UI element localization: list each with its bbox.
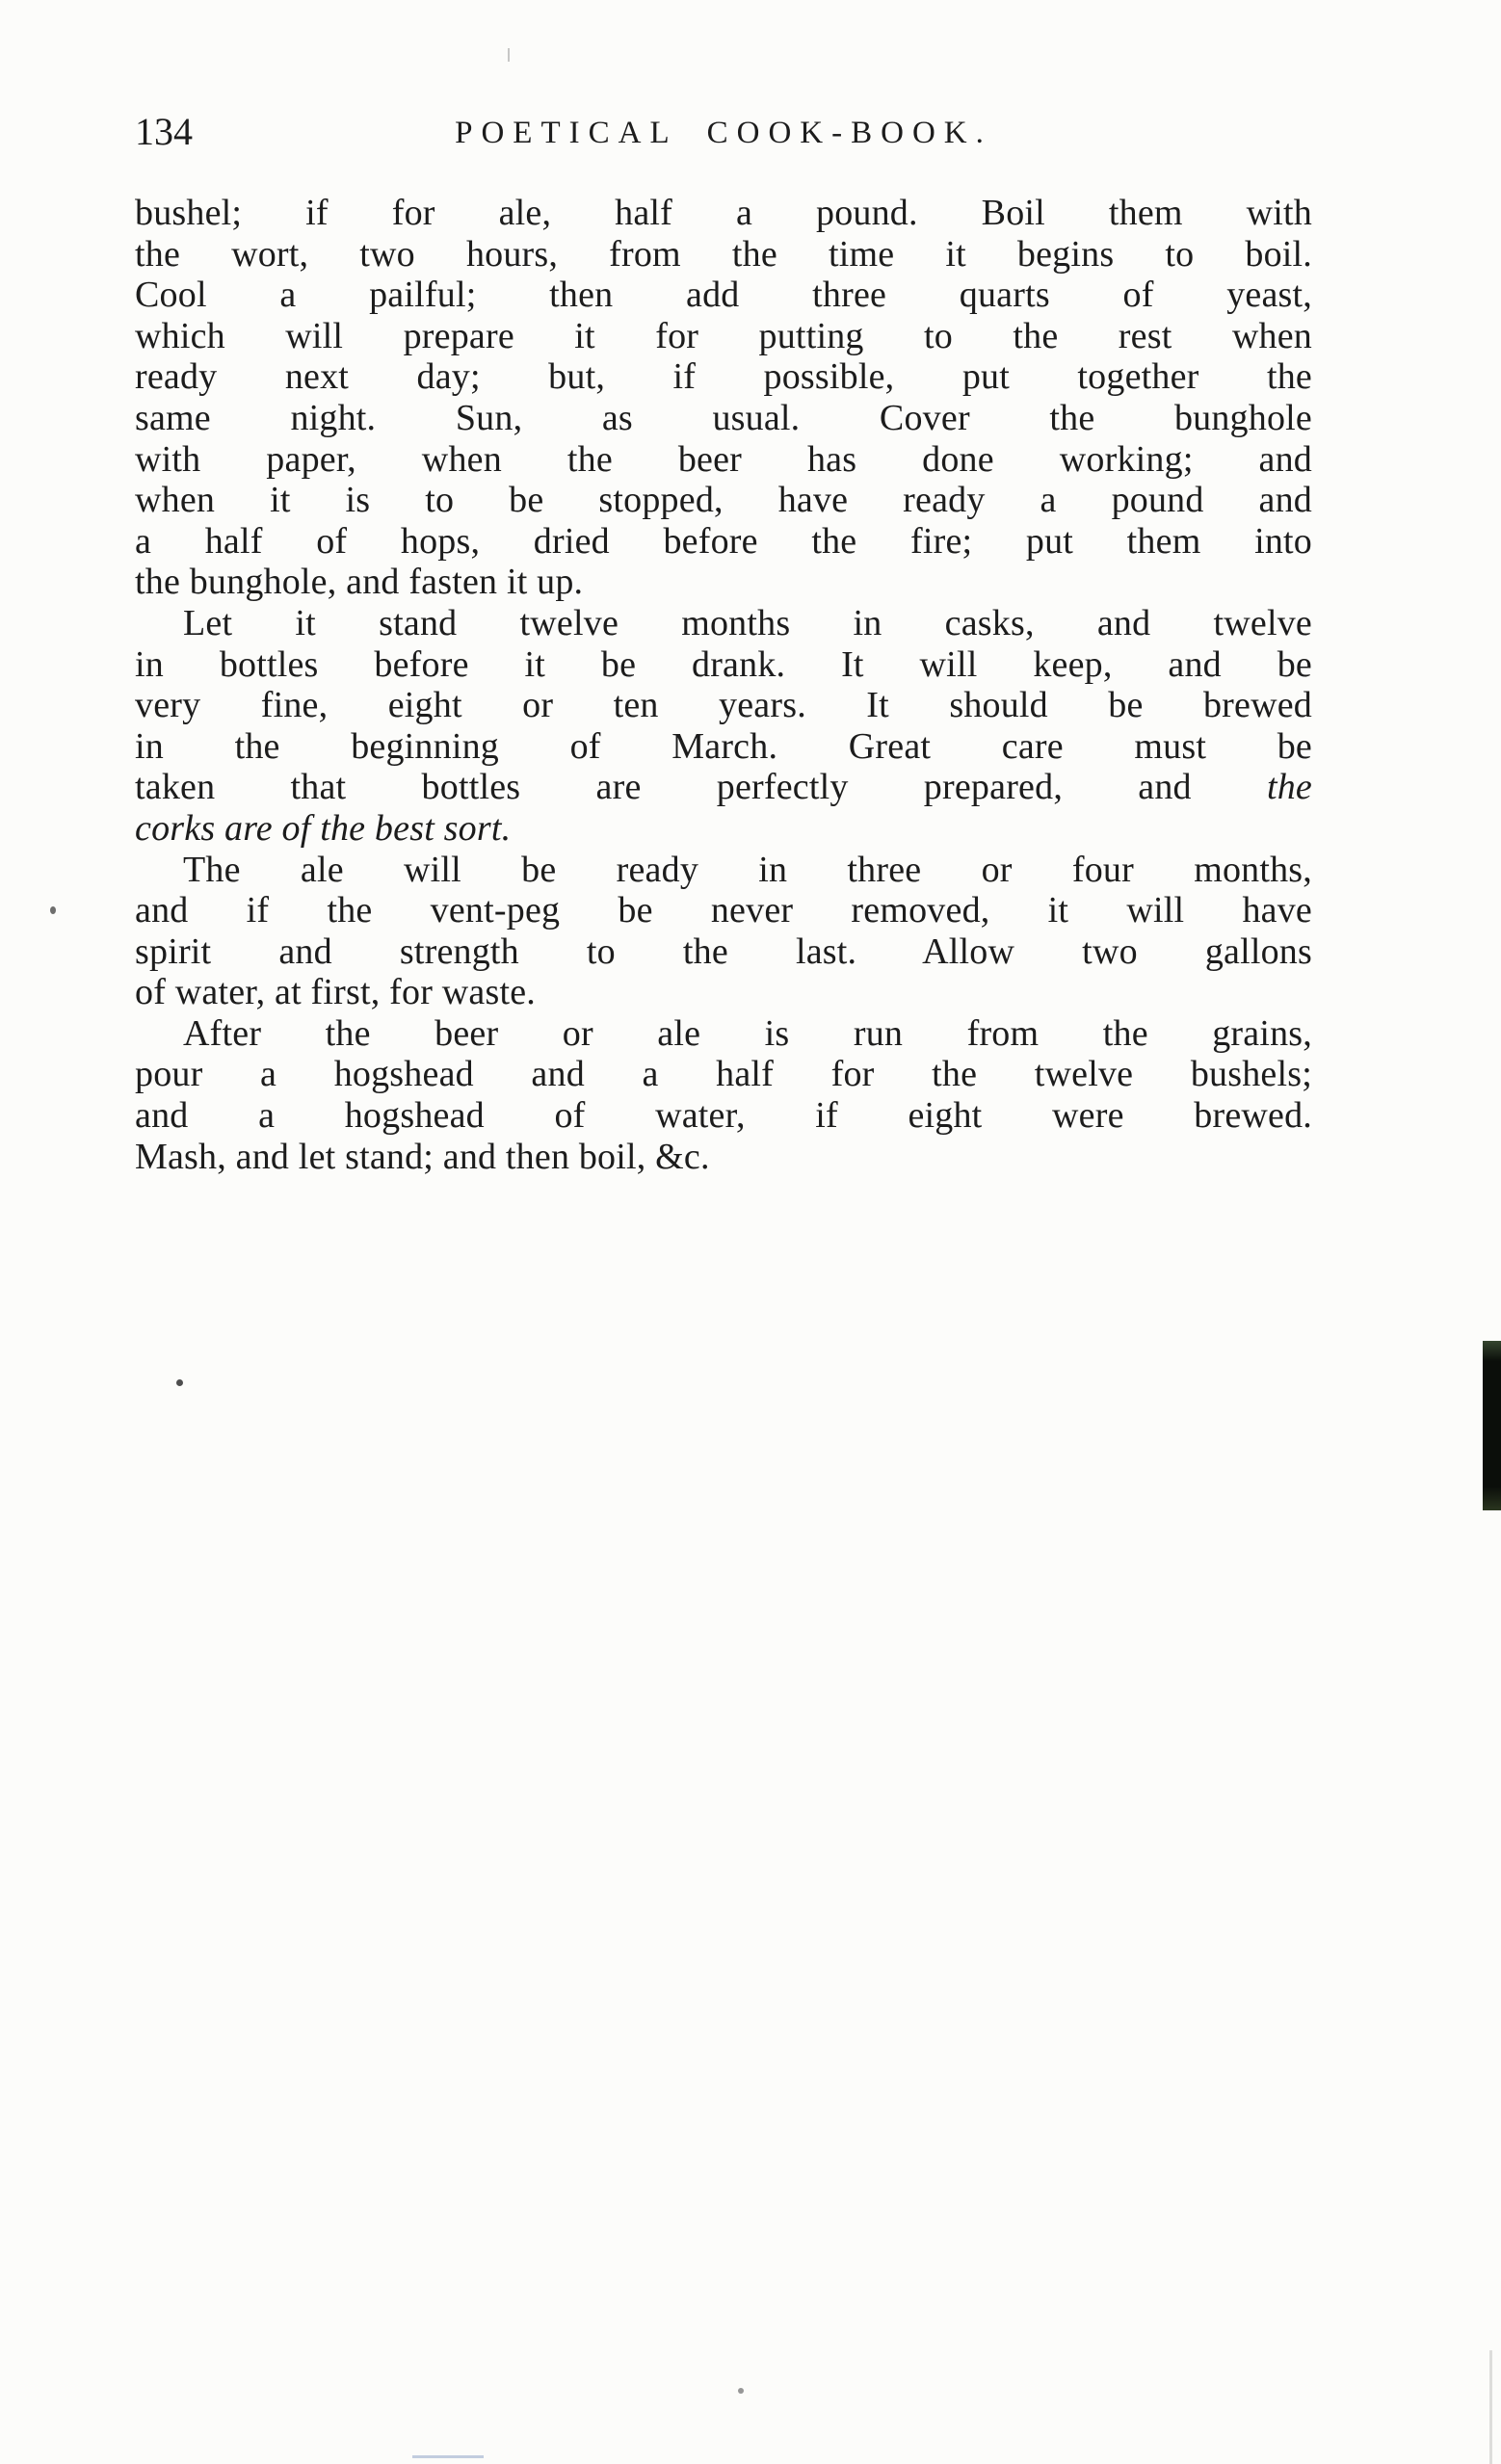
text-line	[135, 480, 1312, 521]
text-line	[135, 972, 1312, 1013]
text-segment: very fine, eight or ten years. It should be brewed	[135, 685, 1312, 726]
text-line	[135, 356, 1312, 398]
text-segment: in bottles before it be drank. It will keep, and be	[135, 643, 1312, 685]
text-line	[135, 1013, 1312, 1055]
text-segment: and a hogshead of water, if eight were brewed.	[135, 1095, 1312, 1137]
scan-artifact-dot	[738, 2388, 744, 2394]
text-line	[135, 234, 1312, 275]
text-line	[135, 275, 1312, 316]
text-segment: Let it stand twelve months in casks, and twelve	[183, 602, 1312, 643]
text-line	[135, 562, 1312, 603]
text-segment: bushel; if for ale, half a pound. Boil them with	[135, 193, 1312, 233]
text-line	[135, 193, 1312, 234]
text-block	[135, 193, 1312, 1177]
text-segment: spirit and strength to the last. Allow two gallons	[135, 931, 1312, 972]
text-segment: The ale will be ready in three or four months,	[183, 849, 1312, 890]
scan-artifact-dot	[50, 906, 56, 914]
scan-artifact-dark-strip	[1483, 1341, 1501, 1510]
text-line	[135, 316, 1312, 357]
text-line	[135, 767, 1312, 808]
text-line	[135, 685, 1312, 726]
text-segment: Mash, and let stand; and then boil, &c.	[135, 1136, 710, 1177]
text-segment: a half of hops, dried before the fire; put them into	[135, 520, 1312, 562]
text-segment: ready next day; but, if possible, put together the	[135, 356, 1312, 398]
text-segment: and if the vent-peg be never removed, it will have	[135, 890, 1312, 931]
page-number: 134	[135, 110, 193, 153]
text-line	[135, 850, 1312, 891]
text-line	[135, 603, 1312, 644]
text-line	[135, 1137, 1312, 1178]
text-line	[135, 1054, 1312, 1095]
text-segment: of water, at first, for waste.	[135, 972, 536, 1013]
text-segment: which will prepare it for putting to the rest when	[135, 315, 1312, 356]
text-line	[135, 808, 1312, 850]
page-header	[135, 108, 1312, 156]
text-segment: with paper, when the beer has done working; and	[135, 438, 1312, 480]
italic-text: corks are of the best sort.	[135, 807, 512, 849]
scan-artifact-blue-line	[412, 2455, 484, 2458]
scan-artifact-dot	[176, 1379, 183, 1386]
text-segment: taken that bottles are perfectly prepared, and	[135, 767, 1267, 808]
text-line	[135, 931, 1312, 973]
text-line	[135, 398, 1312, 439]
text-line	[135, 521, 1312, 563]
text-line	[135, 890, 1312, 931]
text-segment: same night. Sun, as usual. Cover the bunghole	[135, 397, 1312, 438]
text-segment: the bunghole, and fasten it up.	[135, 562, 584, 603]
text-line	[135, 1095, 1312, 1137]
text-line	[135, 644, 1312, 686]
text-line	[135, 726, 1312, 768]
text-segment: the wort, two hours, from the time it begins to boil.	[135, 233, 1312, 275]
scan-artifact-top-tick	[508, 48, 510, 62]
text-segment: when it is to be stopped, have ready a pound and	[135, 480, 1312, 521]
text-segment: pour a hogshead and a half for the twelve bushels;	[135, 1054, 1312, 1095]
text-line	[135, 439, 1312, 481]
text-segment: Cool a pailful; then add three quarts of yeast,	[135, 275, 1312, 316]
scan-artifact-faint-line	[1489, 2350, 1492, 2464]
italic-text: the	[1266, 767, 1312, 808]
text-segment: After the beer or ale is run from the grains,	[183, 1012, 1312, 1054]
running-title: POETICAL COOK-BOOK.	[455, 116, 992, 150]
text-segment: in the beginning of March. Great care must be	[135, 725, 1312, 767]
